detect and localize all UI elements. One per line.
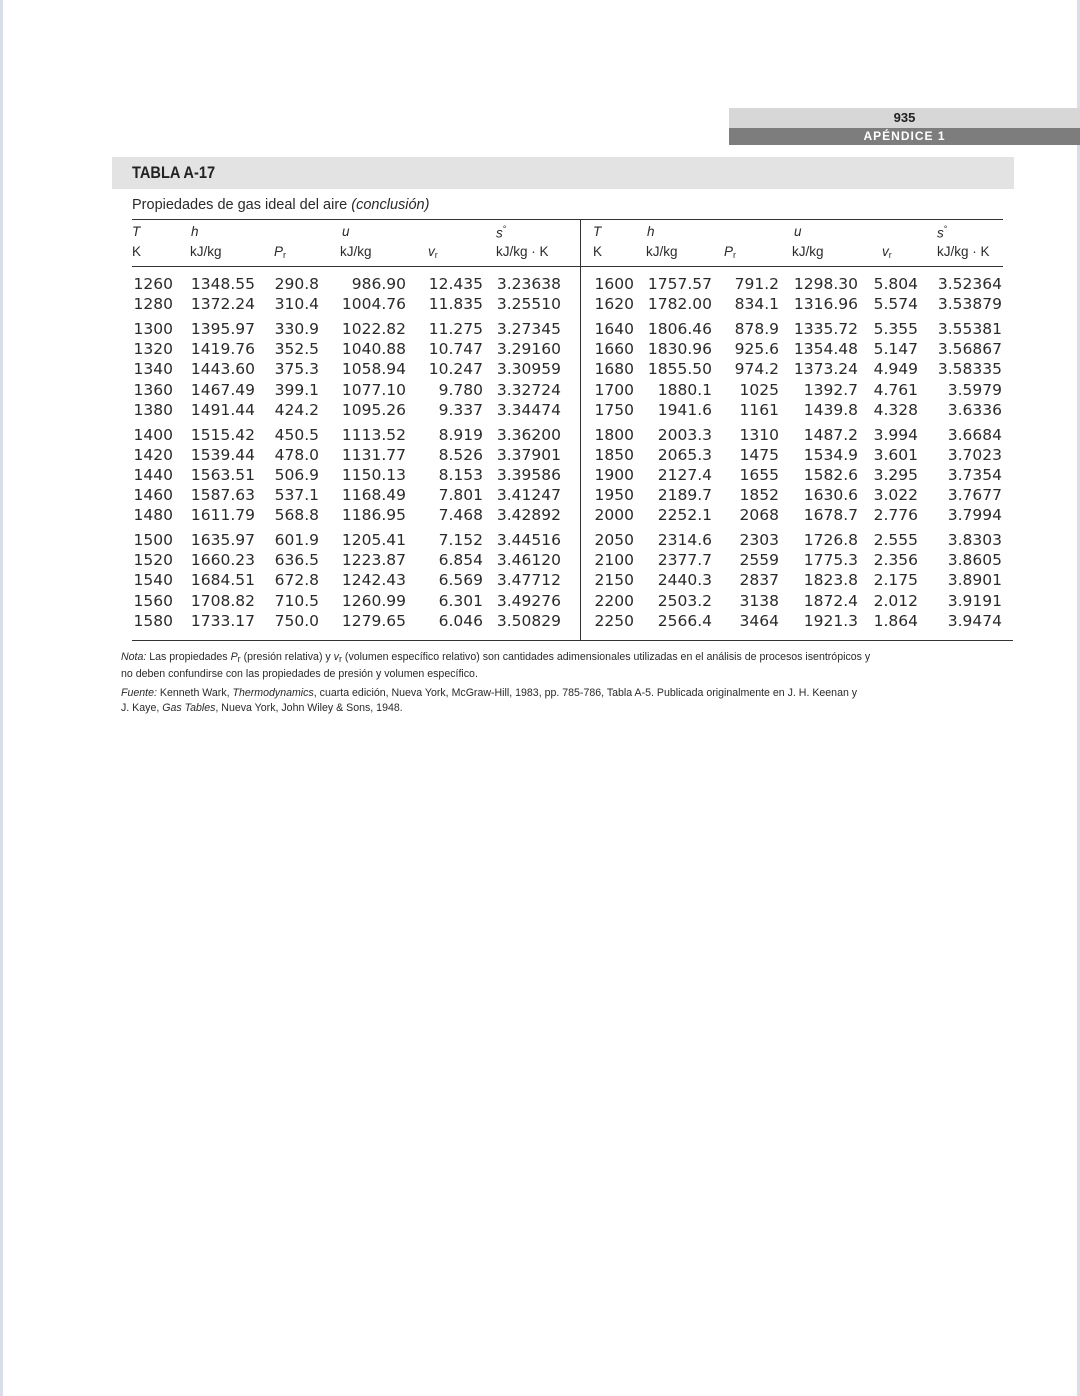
left-table-cell: 1340 bbox=[133, 360, 173, 379]
left-table-cell: 1300 bbox=[133, 320, 173, 339]
left-table-cell: 1131.77 bbox=[341, 445, 406, 464]
right-table-cell: 3.56867 bbox=[937, 340, 1002, 359]
left-table-cell: 1539.44 bbox=[190, 445, 255, 464]
right-table-cell: 1655 bbox=[739, 465, 779, 484]
left-table-cell: 1372.24 bbox=[190, 295, 255, 314]
left-table-cell: 3.23638 bbox=[496, 275, 561, 293]
right-table-cell: 5.804 bbox=[873, 275, 918, 293]
right-table-cell: 5.355 bbox=[873, 320, 918, 339]
left-table-cell: 10.247 bbox=[428, 360, 483, 379]
left-table-cell: 1280 bbox=[133, 295, 173, 314]
right-table-cell: 2.776 bbox=[873, 506, 918, 525]
table-bottom-rule bbox=[132, 640, 1013, 641]
right-header-s-unit: kJ/kg · K bbox=[937, 244, 990, 259]
right-table-cell: 1950 bbox=[594, 486, 634, 504]
left-table-cell: 3.46120 bbox=[496, 551, 561, 570]
right-table-cell: 3.601 bbox=[873, 445, 918, 464]
left-table-cell: 1168.49 bbox=[341, 486, 406, 504]
right-table-cell: 1830.96 bbox=[647, 340, 712, 359]
left-table-cell: 1635.97 bbox=[190, 531, 255, 550]
left-table-cell: 1186.95 bbox=[341, 506, 406, 525]
right-table-cell: 2003.3 bbox=[657, 425, 712, 444]
right-table-cell: 1680 bbox=[594, 360, 634, 379]
left-table-cell: 3.49276 bbox=[496, 591, 561, 610]
left-table-cell: 1708.82 bbox=[190, 591, 255, 610]
left-table-cell: 3.39586 bbox=[496, 465, 561, 484]
left-table-cell: 6.854 bbox=[438, 551, 483, 570]
left-table-cell: 1395.97 bbox=[190, 320, 255, 339]
right-table-cell: 3.58335 bbox=[937, 360, 1002, 379]
left-table-cell: 1491.44 bbox=[190, 400, 255, 419]
right-table-cell: 878.9 bbox=[734, 320, 779, 339]
right-table-cell: 1800 bbox=[594, 425, 634, 444]
left-header-u-unit: kJ/kg bbox=[340, 244, 372, 259]
left-header-Pr: $P_r$ bbox=[274, 244, 287, 260]
right-table-cell: 3.7677 bbox=[947, 486, 1002, 504]
right-table-cell: 1850 bbox=[594, 445, 634, 464]
left-table-cell: 1563.51 bbox=[190, 465, 255, 484]
left-table-cell: 3.32724 bbox=[496, 380, 561, 399]
right-table-cell: 1900 bbox=[594, 465, 634, 484]
right-table-cell: 1782.00 bbox=[647, 295, 712, 314]
left-table-cell: 424.2 bbox=[274, 400, 319, 419]
left-table-cell: 10.747 bbox=[428, 340, 483, 359]
left-table-cell: 310.4 bbox=[274, 295, 319, 314]
right-header-u: u bbox=[794, 224, 802, 239]
left-header-h: h bbox=[191, 224, 199, 239]
left-table-cell: 1684.51 bbox=[190, 571, 255, 590]
table-top-rule bbox=[132, 219, 1003, 220]
right-table-cell: 3.6336 bbox=[947, 400, 1002, 419]
right-table-cell: 2440.3 bbox=[657, 571, 712, 590]
left-table-cell: 1077.10 bbox=[341, 380, 406, 399]
right-table-cell: 1316.96 bbox=[793, 295, 858, 314]
table-subtitle bbox=[132, 197, 429, 213]
left-table-cell: 1540 bbox=[133, 571, 173, 590]
right-table-cell: 4.761 bbox=[873, 380, 918, 399]
right-header-u-unit: kJ/kg bbox=[792, 244, 824, 259]
right-table-cell: 1941.6 bbox=[657, 400, 712, 419]
subtitle-paren: (conclusión) bbox=[351, 197, 430, 213]
right-table-cell: 1620 bbox=[594, 295, 634, 314]
table-title-banner bbox=[112, 157, 1014, 189]
left-table-cell: 1580 bbox=[133, 611, 173, 630]
left-table-cell: 8.526 bbox=[438, 445, 483, 464]
right-table-cell: 1161 bbox=[739, 400, 779, 419]
left-table-cell: 1095.26 bbox=[341, 400, 406, 419]
right-table-cell: 1872.4 bbox=[803, 591, 858, 610]
left-table-cell: 1040.88 bbox=[341, 340, 406, 359]
left-table-cell: 8.919 bbox=[438, 425, 483, 444]
left-table-cell: 1004.76 bbox=[341, 295, 406, 314]
left-header-h-unit: kJ/kg bbox=[190, 244, 222, 259]
right-table-cell: 2150 bbox=[594, 571, 634, 590]
left-table-cell: 478.0 bbox=[274, 445, 319, 464]
right-header-T-unit: K bbox=[593, 244, 603, 259]
right-table-cell: 1806.46 bbox=[647, 320, 712, 339]
right-table-cell: 1921.3 bbox=[803, 611, 858, 630]
right-table-cell: 1750 bbox=[594, 400, 634, 419]
right-table-cell: 2303 bbox=[739, 531, 779, 550]
left-table-cell: 9.780 bbox=[438, 380, 483, 399]
left-table-cell: 11.275 bbox=[428, 320, 483, 339]
right-table-cell: 3.8901 bbox=[947, 571, 1002, 590]
right-header-s: s° bbox=[937, 224, 948, 241]
left-table-cell: 568.8 bbox=[274, 506, 319, 525]
table-title: TABLA A-17 bbox=[132, 163, 216, 182]
left-table-cell: 290.8 bbox=[274, 275, 319, 293]
right-table-cell: 791.2 bbox=[734, 275, 779, 293]
right-table-cell: 974.2 bbox=[734, 360, 779, 379]
left-table-cell: 3.27345 bbox=[496, 320, 561, 339]
left-table-cell: 1443.60 bbox=[190, 360, 255, 379]
right-table-cell: 2314.6 bbox=[657, 531, 712, 550]
right-table-cell: 3.7023 bbox=[947, 445, 1002, 464]
left-table-cell: 7.468 bbox=[438, 506, 483, 525]
right-table-cell: 925.6 bbox=[734, 340, 779, 359]
left-table-cell: 1260.99 bbox=[341, 591, 406, 610]
right-table-cell: 3.52364 bbox=[937, 275, 1002, 293]
left-table-cell: 1587.63 bbox=[190, 486, 255, 504]
left-header-s: s° bbox=[496, 224, 507, 241]
right-table-cell: 1534.9 bbox=[803, 445, 858, 464]
right-header-h-unit: kJ/kg bbox=[646, 244, 678, 259]
right-table-cell: 1025 bbox=[739, 380, 779, 399]
right-table-cell: 2068 bbox=[739, 506, 779, 525]
left-table-cell: 3.42892 bbox=[496, 506, 561, 525]
left-header-s-unit: kJ/kg · K bbox=[496, 244, 549, 259]
left-table-cell: 1150.13 bbox=[341, 465, 406, 484]
subtitle-main: Propiedades de gas ideal del aire bbox=[132, 197, 348, 213]
right-header-Pr: $P_r$ bbox=[724, 244, 737, 260]
right-table-cell: 2127.4 bbox=[657, 465, 712, 484]
right-table-cell: 1775.3 bbox=[803, 551, 858, 570]
left-table-cell: 601.9 bbox=[274, 531, 319, 550]
right-table-cell: 2100 bbox=[594, 551, 634, 570]
right-table-cell: 3.022 bbox=[873, 486, 918, 504]
right-table-cell: 3.6684 bbox=[947, 425, 1002, 444]
right-table-cell: 3.7994 bbox=[947, 506, 1002, 525]
left-table-cell: 7.152 bbox=[438, 531, 483, 550]
source-label: Fuente: bbox=[121, 687, 157, 699]
right-table-cell: 1.864 bbox=[873, 611, 918, 630]
right-table-cell: 3.9474 bbox=[947, 611, 1002, 630]
right-header-h: h bbox=[647, 224, 655, 239]
left-table-cell: 3.50829 bbox=[496, 611, 561, 630]
right-table-cell: 1487.2 bbox=[803, 425, 858, 444]
right-table-cell: 3.295 bbox=[873, 465, 918, 484]
right-table-cell: 3138 bbox=[739, 591, 779, 610]
left-table-cell: 1467.49 bbox=[190, 380, 255, 399]
left-table-cell: 672.8 bbox=[274, 571, 319, 590]
note-label: Nota: bbox=[121, 651, 147, 663]
left-table-cell: 1242.43 bbox=[341, 571, 406, 590]
left-table-cell: 6.569 bbox=[438, 571, 483, 590]
right-table-cell: 1335.72 bbox=[793, 320, 858, 339]
left-table-cell: 1419.76 bbox=[190, 340, 255, 359]
right-table-cell: 1630.6 bbox=[803, 486, 858, 504]
left-table-cell: 710.5 bbox=[274, 591, 319, 610]
right-table-cell: 2837 bbox=[739, 571, 779, 590]
right-table-cell: 1475 bbox=[739, 445, 779, 464]
right-table-cell: 1600 bbox=[594, 275, 634, 293]
right-table-cell: 3.8303 bbox=[947, 531, 1002, 550]
left-header-vr: $v_r$ bbox=[428, 244, 438, 260]
left-table-cell: 3.47712 bbox=[496, 571, 561, 590]
left-table-cell: 1480 bbox=[133, 506, 173, 525]
right-table-cell: 2189.7 bbox=[657, 486, 712, 504]
right-table-cell: 5.574 bbox=[873, 295, 918, 314]
left-table-cell: 1733.17 bbox=[190, 611, 255, 630]
right-table-cell: 1852 bbox=[739, 486, 779, 504]
left-table-cell: 3.34474 bbox=[496, 400, 561, 419]
right-table-cell: 1373.24 bbox=[793, 360, 858, 379]
left-table-cell: 1611.79 bbox=[190, 506, 255, 525]
left-table-cell: 537.1 bbox=[274, 486, 319, 504]
left-table-cell: 1360 bbox=[133, 380, 173, 399]
right-table-cell: 1310 bbox=[739, 425, 779, 444]
left-table-cell: 506.9 bbox=[274, 465, 319, 484]
left-table-cell: 3.44516 bbox=[496, 531, 561, 550]
left-table-cell: 1515.42 bbox=[190, 425, 255, 444]
right-table-cell: 2252.1 bbox=[657, 506, 712, 525]
right-table-cell: 2377.7 bbox=[657, 551, 712, 570]
left-header-T-unit: K bbox=[132, 244, 142, 259]
right-table-cell: 1582.6 bbox=[803, 465, 858, 484]
right-table-cell: 2.555 bbox=[873, 531, 918, 550]
right-table-cell: 1823.8 bbox=[803, 571, 858, 590]
left-table-cell: 1058.94 bbox=[341, 360, 406, 379]
left-table-cell: 986.90 bbox=[351, 275, 406, 293]
right-table-cell: 3.7354 bbox=[947, 465, 1002, 484]
appendix-label: APÉNDICE 1 bbox=[729, 128, 1080, 145]
right-table-cell: 2050 bbox=[594, 531, 634, 550]
right-table-cell: 2.356 bbox=[873, 551, 918, 570]
left-table-cell: 1320 bbox=[133, 340, 173, 359]
left-table-cell: 375.3 bbox=[274, 360, 319, 379]
right-table-cell: 2503.2 bbox=[657, 591, 712, 610]
right-table-cell: 1439.8 bbox=[803, 400, 858, 419]
right-table-cell: 4.328 bbox=[873, 400, 918, 419]
left-table-cell: 1440 bbox=[133, 465, 173, 484]
left-table-cell: 8.153 bbox=[438, 465, 483, 484]
right-table-cell: 2065.3 bbox=[657, 445, 712, 464]
right-table-cell: 1640 bbox=[594, 320, 634, 339]
page-number: 935 bbox=[729, 108, 1080, 128]
left-table-cell: 12.435 bbox=[428, 275, 483, 293]
left-table-cell: 1223.87 bbox=[341, 551, 406, 570]
left-table-cell: 1113.52 bbox=[341, 425, 406, 444]
left-table-cell: 3.37901 bbox=[496, 445, 561, 464]
right-table-cell: 4.949 bbox=[873, 360, 918, 379]
right-table-cell: 3464 bbox=[739, 611, 779, 630]
left-table-cell: 1205.41 bbox=[341, 531, 406, 550]
right-table-cell: 3.55381 bbox=[937, 320, 1002, 339]
right-table-cell: 1298.30 bbox=[793, 275, 858, 293]
left-table-cell: 1348.55 bbox=[190, 275, 255, 293]
left-table-cell: 3.29160 bbox=[496, 340, 561, 359]
right-table-cell: 5.147 bbox=[873, 340, 918, 359]
left-table-cell: 1420 bbox=[133, 445, 173, 464]
right-table-cell: 3.8605 bbox=[947, 551, 1002, 570]
left-table-cell: 1460 bbox=[133, 486, 173, 504]
left-table-cell: 1380 bbox=[133, 400, 173, 419]
right-table-cell: 1678.7 bbox=[803, 506, 858, 525]
right-table-cell: 834.1 bbox=[734, 295, 779, 314]
left-table-cell: 450.5 bbox=[274, 425, 319, 444]
right-table-cell: 3.994 bbox=[873, 425, 918, 444]
left-table-cell: 1520 bbox=[133, 551, 173, 570]
right-table-cell: 1700 bbox=[594, 380, 634, 399]
table-header-rule bbox=[132, 266, 1003, 267]
left-table-cell: 636.5 bbox=[274, 551, 319, 570]
left-table-cell: 11.835 bbox=[428, 295, 483, 314]
right-table-cell: 2000 bbox=[594, 506, 634, 525]
right-table-cell: 2250 bbox=[594, 611, 634, 630]
right-table-cell: 2.175 bbox=[873, 571, 918, 590]
left-table-cell: 1279.65 bbox=[341, 611, 406, 630]
left-table-cell: 1660.23 bbox=[190, 551, 255, 570]
left-table-cell: 7.801 bbox=[438, 486, 483, 504]
right-table-cell: 1726.8 bbox=[803, 531, 858, 550]
left-table-cell: 750.0 bbox=[274, 611, 319, 630]
right-table-cell: 1880.1 bbox=[657, 380, 712, 399]
left-header-T: T bbox=[132, 224, 141, 239]
left-table-cell: 1500 bbox=[133, 531, 173, 550]
left-table-cell: 1260 bbox=[133, 275, 173, 293]
left-table-cell: 1400 bbox=[133, 425, 173, 444]
right-header-vr: $v_r$ bbox=[882, 244, 892, 260]
table-note: Nota: Las propiedades $P_r$ (presión relativa) y $v_r$ (volumen específico relativo) son cantidades adimensionales utilizadas en el análisis de procesos isentrópicos y no deben confundirse con las propiedades de presión y volumen específico. bbox=[121, 651, 871, 680]
right-table-cell: 2200 bbox=[594, 591, 634, 610]
left-table-cell: 1560 bbox=[133, 591, 173, 610]
right-table-cell: 2.012 bbox=[873, 591, 918, 610]
right-table-cell: 1855.50 bbox=[647, 360, 712, 379]
page-left-edge bbox=[0, 0, 3, 1396]
left-table-cell: 1022.82 bbox=[341, 320, 406, 339]
right-table-cell: 3.5979 bbox=[947, 380, 1002, 399]
right-table-cell: 3.53879 bbox=[937, 295, 1002, 314]
table-center-divider bbox=[580, 219, 581, 640]
left-table-cell: 6.301 bbox=[438, 591, 483, 610]
left-table-cell: 352.5 bbox=[274, 340, 319, 359]
table-source: Fuente: Kenneth Wark, Thermodynamics, cuarta edición, Nueva York, McGraw-Hill, 1983, pp. 785-786, Tabla A-5. Publicada originalmente en J. H. Keenan y J. Kaye, Gas Tables, Nueva York, John Wiley & Sons, 1948. bbox=[121, 687, 858, 714]
left-table-cell: 399.1 bbox=[274, 380, 319, 399]
right-table-cell: 1757.57 bbox=[647, 275, 712, 293]
right-header-T: T bbox=[593, 224, 602, 239]
right-table-cell: 1354.48 bbox=[793, 340, 858, 359]
left-table-cell: 330.9 bbox=[274, 320, 319, 339]
right-table-cell: 1392.7 bbox=[803, 380, 858, 399]
left-table-cell: 3.30959 bbox=[496, 360, 561, 379]
left-table-cell: 9.337 bbox=[438, 400, 483, 419]
right-table-cell: 3.9191 bbox=[947, 591, 1002, 610]
right-table-cell: 1660 bbox=[594, 340, 634, 359]
left-table-cell: 6.046 bbox=[438, 611, 483, 630]
right-table-cell: 2559 bbox=[739, 551, 779, 570]
right-table-cell: 2566.4 bbox=[657, 611, 712, 630]
left-header-u: u bbox=[342, 224, 350, 239]
left-table-cell: 3.25510 bbox=[496, 295, 561, 314]
left-table-cell: 3.41247 bbox=[496, 486, 561, 504]
left-table-cell: 3.36200 bbox=[496, 425, 561, 444]
